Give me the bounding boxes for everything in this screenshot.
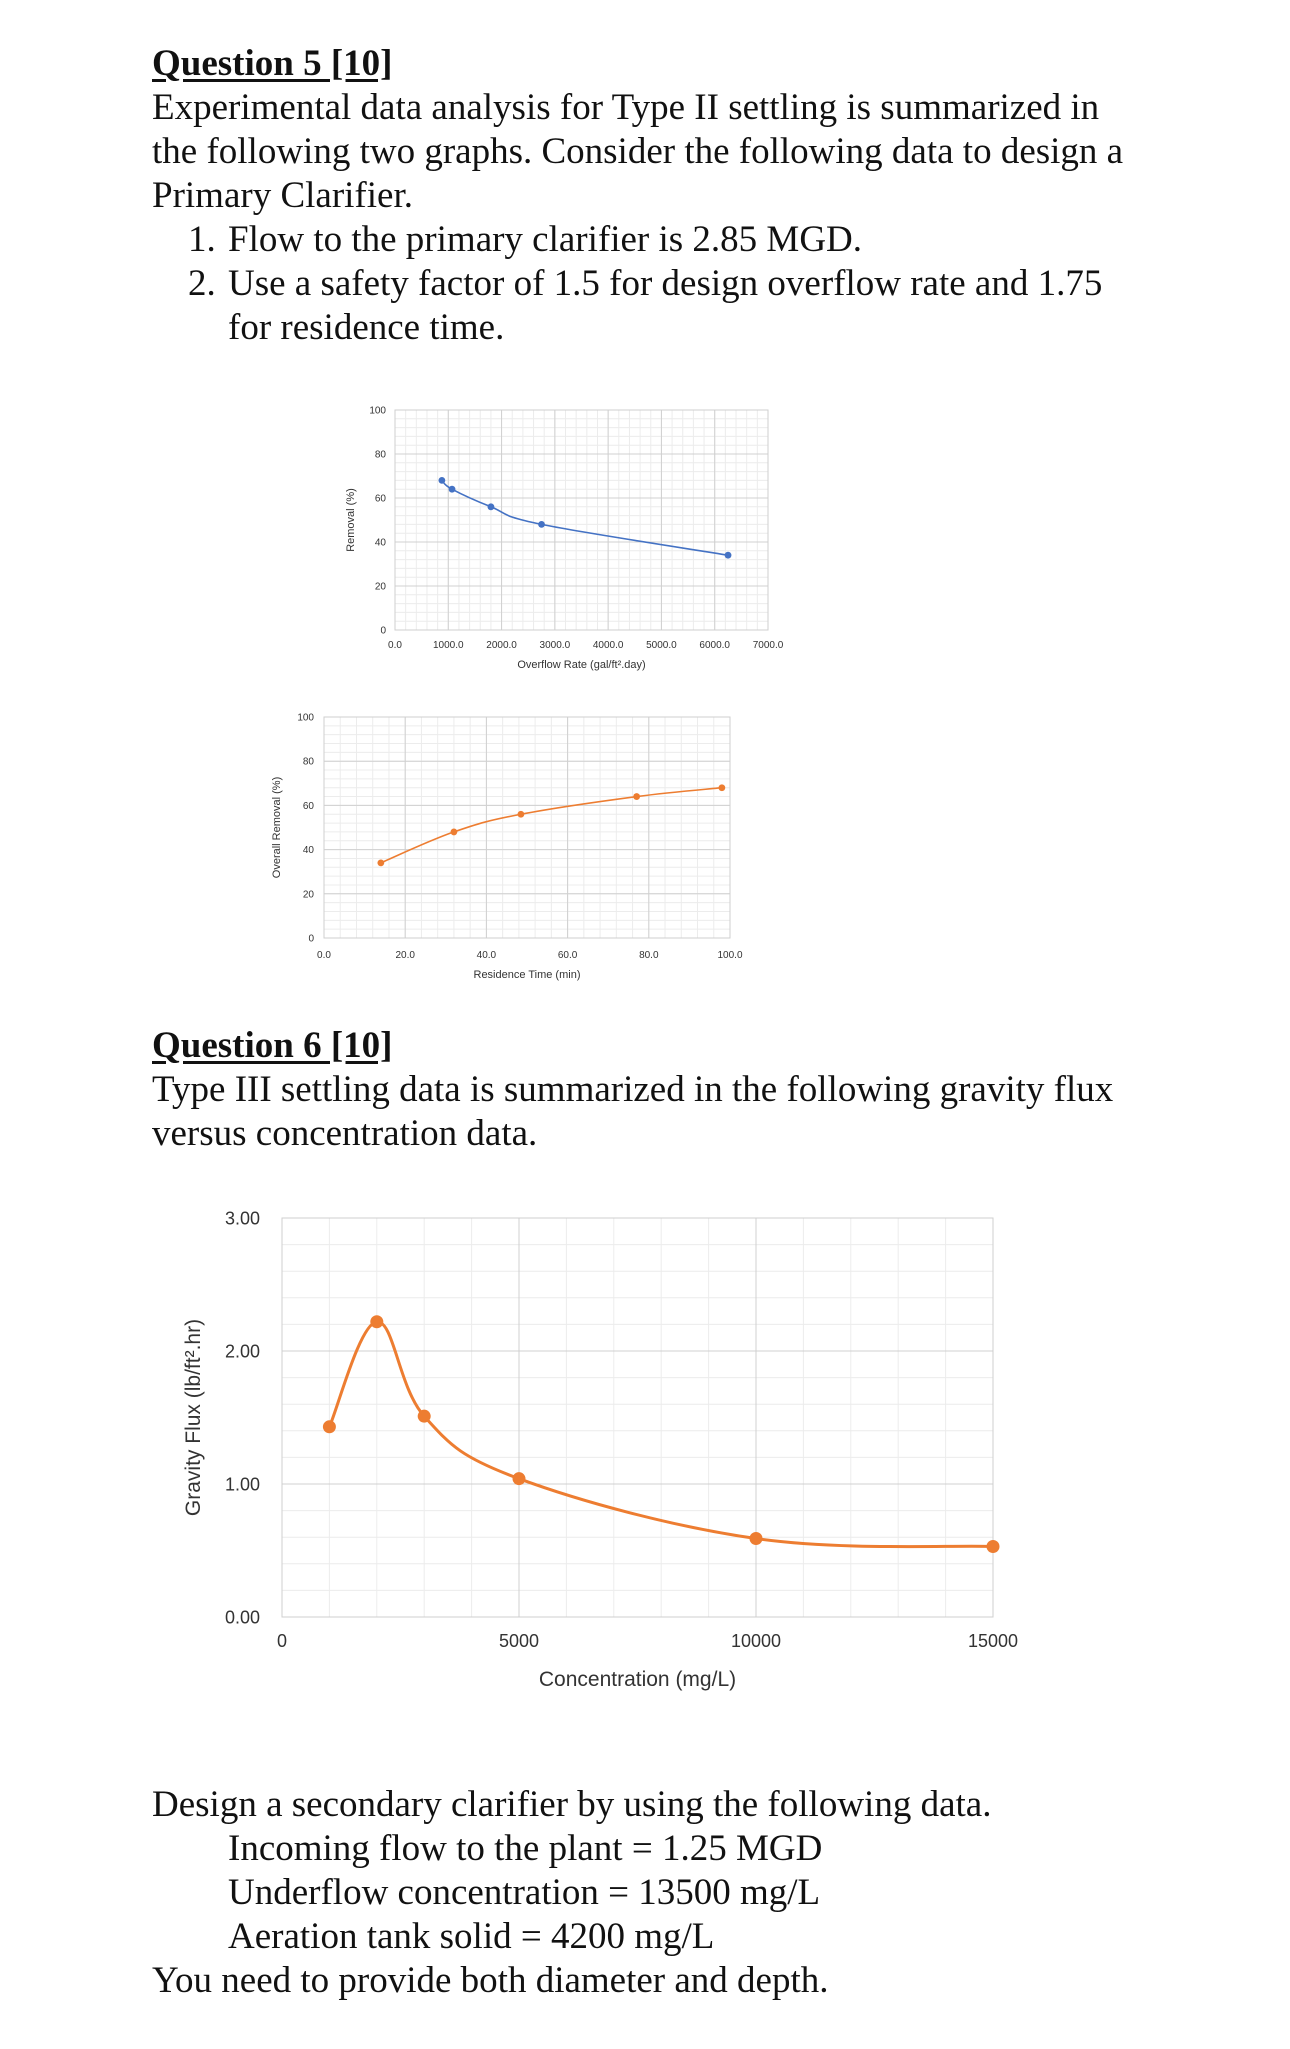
x-tick-label: 60.0 bbox=[557, 950, 578, 961]
y-tick-label: 60 bbox=[374, 493, 386, 505]
x-tick-label: 5000.0 bbox=[646, 640, 677, 651]
x-tick-label: 4000.0 bbox=[592, 640, 624, 651]
y-tick-label: 60 bbox=[302, 800, 314, 812]
y-tick-label: 2.00 bbox=[224, 1341, 260, 1362]
y-tick-label: 3.00 bbox=[224, 1208, 260, 1229]
y-tick-label: 40 bbox=[374, 537, 386, 549]
data-point bbox=[323, 1420, 336, 1433]
y-tick-label: 0.00 bbox=[224, 1607, 260, 1628]
y-tick-label: 20 bbox=[302, 889, 314, 901]
major-grid bbox=[324, 717, 730, 938]
y-axis-label: Overall Removal (%) bbox=[271, 776, 283, 879]
y-axis-label: Removal (%) bbox=[345, 488, 357, 552]
x-tick-label: 7000.0 bbox=[752, 640, 784, 651]
y-axis-label: Gravity Flux (lb/ft².hr) bbox=[182, 1318, 205, 1517]
data-point bbox=[718, 784, 725, 791]
minor-grid bbox=[324, 717, 730, 938]
q5-title: Question 5 [10] bbox=[152, 43, 393, 84]
x-tick-label: 100.0 bbox=[717, 950, 743, 961]
major-grid bbox=[395, 410, 768, 630]
data-point bbox=[725, 552, 732, 559]
data-point bbox=[633, 793, 640, 800]
y-tick-label: 20 bbox=[374, 581, 386, 593]
data-point bbox=[370, 1315, 383, 1328]
plot-area-border bbox=[395, 410, 768, 630]
y-tick-label: 100 bbox=[369, 405, 386, 417]
x-tick-label: 0.0 bbox=[388, 640, 402, 651]
q5-item-2: 2. Use a safety factor of 1.5 for design overflow rate and 1.75 for residence time. bbox=[188, 263, 1103, 348]
x-axis-label: Concentration (mg/L) bbox=[538, 1668, 737, 1691]
data-point bbox=[449, 486, 456, 493]
y-tick-label: 0 bbox=[380, 625, 386, 637]
data-point bbox=[418, 1410, 431, 1423]
x-tick-label: 0.0 bbox=[317, 950, 331, 961]
series-line bbox=[442, 480, 728, 555]
y-tick-label: 100 bbox=[297, 712, 314, 724]
q6-design-item-3: Aeration tank solid = 4200 mg/L bbox=[228, 1916, 715, 1957]
x-tick-label: 6000.0 bbox=[699, 640, 731, 651]
data-point bbox=[518, 811, 525, 818]
chart-residence bbox=[271, 713, 743, 982]
y-tick-label: 40 bbox=[302, 845, 314, 857]
x-tick-label: 10000 bbox=[730, 1631, 782, 1651]
x-tick-label: 20.0 bbox=[395, 950, 415, 961]
data-point bbox=[987, 1540, 1000, 1553]
q6-design-item-2: Underflow concentration = 13500 mg/L bbox=[228, 1872, 821, 1913]
x-tick-label: 1000.0 bbox=[432, 640, 464, 651]
x-tick-label: 80.0 bbox=[639, 950, 659, 961]
x-tick-label: 5000 bbox=[498, 1631, 540, 1651]
y-tick-label: 0 bbox=[308, 933, 314, 945]
y-tick-label: 80 bbox=[302, 756, 314, 768]
q6-design-intro: Design a secondary clarifier by using the following data. bbox=[152, 1784, 992, 1825]
chart-flux bbox=[182, 1208, 1018, 1691]
x-tick-label: 40.0 bbox=[476, 950, 497, 961]
data-point bbox=[513, 1472, 526, 1485]
q6-design-item-1: Incoming flow to the plant = 1.25 MGD bbox=[228, 1828, 823, 1869]
plot-area-border bbox=[324, 717, 730, 938]
q6-title: Question 6 [10] bbox=[152, 1025, 393, 1066]
data-point bbox=[750, 1532, 763, 1545]
x-axis-label: Overflow Rate (gal/ft².day) bbox=[517, 659, 646, 671]
major-grid bbox=[282, 1218, 993, 1617]
q6-intro: Type III settling data is summarized in the following gravity flux versus concentration data. bbox=[152, 1069, 1114, 1154]
data-point bbox=[488, 503, 495, 510]
x-tick-label: 2000.0 bbox=[486, 640, 517, 651]
x-tick-label: 0 bbox=[276, 1631, 288, 1651]
minor-grid bbox=[395, 410, 768, 630]
q5-intro: Experimental data analysis for Type II settling is summarized in the following two graphs. Consider the following data to design a Primary Clarifier. bbox=[152, 87, 1124, 216]
q6-closing: You need to provide both diameter and depth. bbox=[152, 1960, 829, 2001]
data-point bbox=[538, 521, 545, 528]
plot-area-border bbox=[282, 1218, 993, 1617]
x-tick-label: 3000.0 bbox=[539, 640, 571, 651]
q5-item-1: 1. Flow to the primary clarifier is 2.85 MGD. bbox=[188, 219, 863, 260]
x-axis-label: Residence Time (min) bbox=[473, 969, 581, 981]
x-tick-label: 15000 bbox=[967, 1631, 1019, 1651]
data-point bbox=[438, 477, 445, 484]
chart-overflow bbox=[345, 406, 784, 672]
minor-grid bbox=[282, 1218, 993, 1617]
data-point bbox=[377, 859, 384, 866]
y-tick-label: 1.00 bbox=[224, 1474, 260, 1495]
y-tick-label: 80 bbox=[374, 449, 386, 461]
data-point bbox=[451, 829, 458, 836]
